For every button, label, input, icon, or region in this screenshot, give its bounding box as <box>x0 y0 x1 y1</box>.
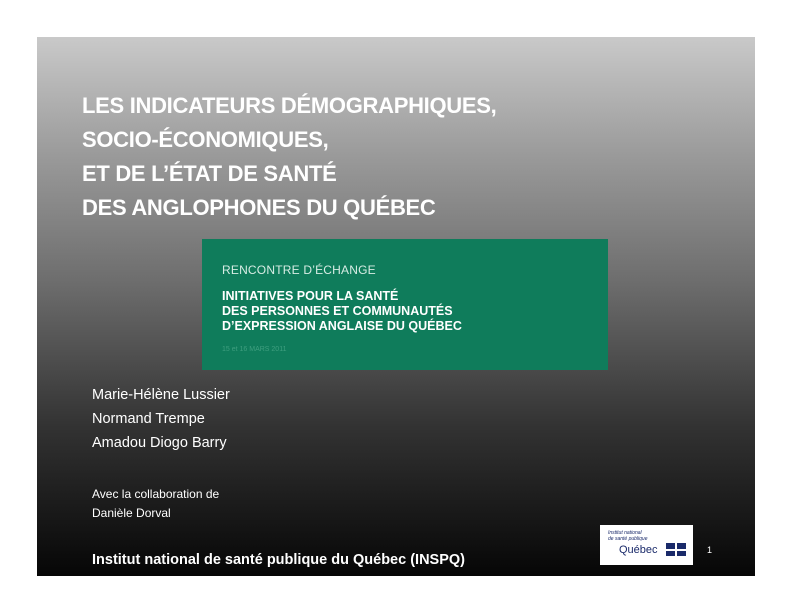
author-name: Marie-Hélène Lussier <box>92 387 230 403</box>
logo-subtitle <box>608 531 647 542</box>
author-name: Normand Trempe <box>92 411 205 427</box>
banner-title-line: D’EXPRESSION ANGLAISE DU QUÉBEC <box>222 319 462 333</box>
collaboration-block <box>92 485 219 523</box>
quebec-flag-icon <box>666 543 686 556</box>
institute-name: Institut national de santé publique du Québec (INSPQ) <box>92 552 465 568</box>
event-banner <box>202 239 608 370</box>
banner-title-line: INITIATIVES POUR LA SANTÉ <box>222 289 399 303</box>
author-list <box>92 383 230 455</box>
logo-subtitle-line: Institut national <box>608 530 642 536</box>
banner-title <box>222 289 462 334</box>
slide <box>37 37 755 576</box>
logo-subtitle-line: de santé publique <box>608 535 648 542</box>
banner-title-line: DES PERSONNES ET COMMUNAUTÉS <box>222 304 453 318</box>
slide-title <box>82 89 496 225</box>
logo-wordmark: Québec <box>619 544 658 556</box>
banner-heading: RENCONTRE D’ÉCHANGE <box>222 263 376 277</box>
collaboration-label: Avec la collaboration de <box>92 487 220 501</box>
collaborator-name: Danièle Dorval <box>92 506 171 520</box>
author-name: Amadou Diogo Barry <box>92 435 227 451</box>
title-line: SOCIO-ÉCONOMIQUES, <box>82 127 329 152</box>
title-line: ET DE L’ÉTAT DE SANTÉ <box>82 161 337 186</box>
banner-date: 15 et 16 MARS 2011 <box>222 346 287 353</box>
title-line: LES INDICATEURS DÉMOGRAPHIQUES, <box>82 93 497 118</box>
page-number: 1 <box>707 545 713 555</box>
quebec-logo <box>600 525 693 565</box>
title-line: DES ANGLOPHONES DU QUÉBEC <box>82 195 436 220</box>
